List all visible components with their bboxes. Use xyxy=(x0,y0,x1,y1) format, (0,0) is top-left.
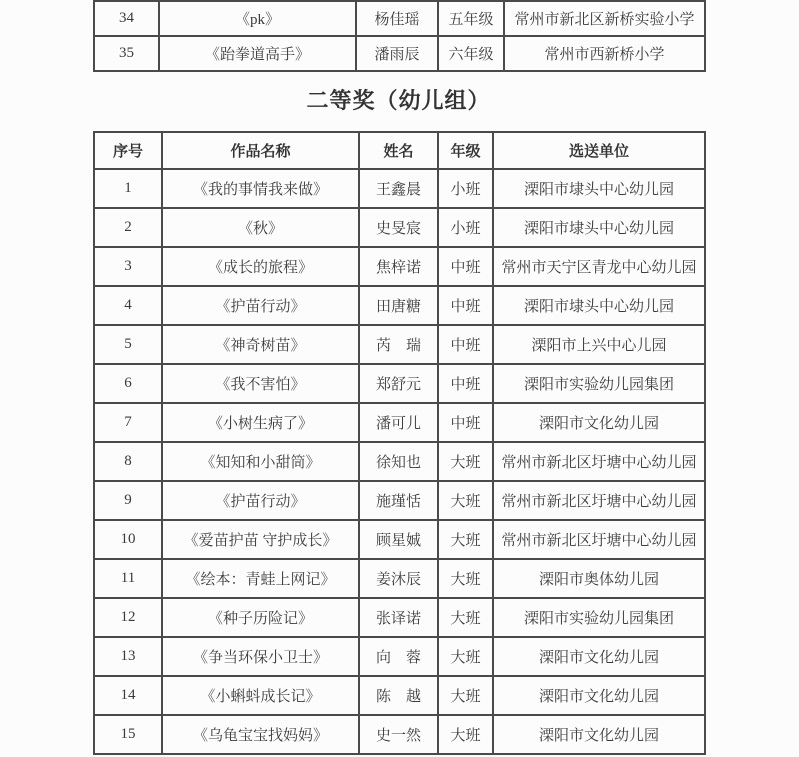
cell-no: 2 xyxy=(94,208,162,247)
cell-grade: 六年级 xyxy=(438,36,504,71)
table-row xyxy=(94,36,705,71)
cell-no: 5 xyxy=(94,325,162,364)
table-row xyxy=(94,676,705,715)
cell-no: 7 xyxy=(94,403,162,442)
cell-student-name: 芮 瑞 xyxy=(359,325,438,364)
cell-work-title: 《我的事情我来做》 xyxy=(162,169,359,208)
section-title: 二等奖（幼儿组） xyxy=(306,88,491,113)
cell-work-title: 《绘本：青蛙上网记》 xyxy=(162,559,359,598)
cell-student-name: 史旻宸 xyxy=(359,208,438,247)
cell-submitting-unit: 溧阳市文化幼儿园 xyxy=(493,676,705,715)
table-row xyxy=(94,442,705,481)
cell-student-name: 张译诺 xyxy=(359,598,438,637)
cell-student-name: 焦梓诺 xyxy=(359,247,438,286)
cell-submitting-unit: 溧阳市埭头中心幼儿园 xyxy=(493,208,705,247)
cell-grade: 中班 xyxy=(438,247,493,286)
cell-work-title: 《小蝌蚪成长记》 xyxy=(162,676,359,715)
cell-work-title: 《乌龟宝宝找妈妈》 xyxy=(162,715,359,754)
cell-work-title: 《爱苗护苗 守护成长》 xyxy=(162,520,359,559)
cell-no: 35 xyxy=(94,36,159,71)
table-row xyxy=(94,286,705,325)
cell-grade: 大班 xyxy=(438,598,493,637)
cell-no: 11 xyxy=(94,559,162,598)
cell-work-title: 《种子历险记》 xyxy=(162,598,359,637)
table-row xyxy=(94,364,705,403)
cell-submitting-unit: 常州市西新桥小学 xyxy=(504,36,705,71)
table-row xyxy=(94,403,705,442)
cell-student-name: 姜沐辰 xyxy=(359,559,438,598)
cell-no: 1 xyxy=(94,169,162,208)
cell-submitting-unit: 溧阳市文化幼儿园 xyxy=(493,403,705,442)
table-row xyxy=(94,247,705,286)
cell-work-title: 《小树生病了》 xyxy=(162,403,359,442)
table-row xyxy=(94,169,705,208)
cell-no: 4 xyxy=(94,286,162,325)
cell-grade: 小班 xyxy=(438,169,493,208)
cell-no: 14 xyxy=(94,676,162,715)
cell-grade: 大班 xyxy=(438,559,493,598)
cell-no: 9 xyxy=(94,481,162,520)
cell-work-title: 《pk》 xyxy=(159,1,356,36)
table-row xyxy=(94,1,705,36)
cell-student-name: 施瑾恬 xyxy=(359,481,438,520)
table-row xyxy=(94,715,705,754)
cell-no: 3 xyxy=(94,247,162,286)
cell-submitting-unit: 常州市天宁区青龙中心幼儿园 xyxy=(493,247,705,286)
cell-submitting-unit: 常州市新北区新桥实验小学 xyxy=(504,1,705,36)
cell-no: 12 xyxy=(94,598,162,637)
column-header: 年级 xyxy=(438,132,493,169)
table-row xyxy=(94,520,705,559)
table-row xyxy=(94,481,705,520)
cell-student-name: 郑舒元 xyxy=(359,364,438,403)
cell-submitting-unit: 溧阳市埭头中心幼儿园 xyxy=(493,286,705,325)
cell-no: 8 xyxy=(94,442,162,481)
cell-submitting-unit: 溧阳市文化幼儿园 xyxy=(493,715,705,754)
cell-work-title: 《知知和小甜筒》 xyxy=(162,442,359,481)
cell-work-title: 《成长的旅程》 xyxy=(162,247,359,286)
cell-no: 10 xyxy=(94,520,162,559)
table-row xyxy=(94,598,705,637)
cell-grade: 中班 xyxy=(438,403,493,442)
cell-grade: 大班 xyxy=(438,715,493,754)
cell-grade: 中班 xyxy=(438,286,493,325)
cell-grade: 小班 xyxy=(438,208,493,247)
table-row xyxy=(94,325,705,364)
cell-grade: 中班 xyxy=(438,364,493,403)
cell-submitting-unit: 常州市新北区圩塘中心幼儿园 xyxy=(493,520,705,559)
cell-grade: 大班 xyxy=(438,676,493,715)
cell-no: 13 xyxy=(94,637,162,676)
cell-grade: 大班 xyxy=(438,520,493,559)
cell-submitting-unit: 常州市新北区圩塘中心幼儿园 xyxy=(493,442,705,481)
cell-student-name: 史一然 xyxy=(359,715,438,754)
cell-work-title: 《争当环保小卫士》 xyxy=(162,637,359,676)
cell-grade: 五年级 xyxy=(438,1,504,36)
cell-student-name: 顾星娍 xyxy=(359,520,438,559)
cell-submitting-unit: 常州市新北区圩塘中心幼儿园 xyxy=(493,481,705,520)
cell-student-name: 王鑫晨 xyxy=(359,169,438,208)
cell-grade: 大班 xyxy=(438,481,493,520)
cell-work-title: 《神奇树苗》 xyxy=(162,325,359,364)
cell-student-name: 潘雨辰 xyxy=(356,36,438,71)
cell-submitting-unit: 溧阳市实验幼儿园集团 xyxy=(493,364,705,403)
cell-student-name: 田唐糖 xyxy=(359,286,438,325)
cell-submitting-unit: 溧阳市埭头中心幼儿园 xyxy=(493,169,705,208)
column-header: 作品名称 xyxy=(162,132,359,169)
cell-work-title: 《我不害怕》 xyxy=(162,364,359,403)
cell-no: 15 xyxy=(94,715,162,754)
cell-student-name: 陈 越 xyxy=(359,676,438,715)
cell-work-title: 《秋》 xyxy=(162,208,359,247)
cell-student-name: 潘可儿 xyxy=(359,403,438,442)
cell-submitting-unit: 溧阳市上兴中心儿园 xyxy=(493,325,705,364)
cell-grade: 大班 xyxy=(438,637,493,676)
cell-grade: 大班 xyxy=(438,442,493,481)
cell-student-name: 杨佳瑶 xyxy=(356,1,438,36)
table-row xyxy=(94,637,705,676)
award-table-kindergarten-group xyxy=(93,131,706,755)
column-header: 序号 xyxy=(94,132,162,169)
column-header: 选送单位 xyxy=(493,132,705,169)
cell-no: 34 xyxy=(94,1,159,36)
cell-student-name: 徐知也 xyxy=(359,442,438,481)
cell-student-name: 向 蓉 xyxy=(359,637,438,676)
cell-grade: 中班 xyxy=(438,325,493,364)
cell-submitting-unit: 溧阳市奥体幼儿园 xyxy=(493,559,705,598)
table-row xyxy=(94,559,705,598)
award-table-prev-group-continued xyxy=(93,0,706,72)
column-header: 姓名 xyxy=(359,132,438,169)
cell-work-title: 《护苗行动》 xyxy=(162,286,359,325)
cell-no: 6 xyxy=(94,364,162,403)
table-row xyxy=(94,208,705,247)
header-row xyxy=(94,132,705,169)
cell-submitting-unit: 溧阳市实验幼儿园集团 xyxy=(493,598,705,637)
cell-work-title: 《护苗行动》 xyxy=(162,481,359,520)
cell-submitting-unit: 溧阳市文化幼儿园 xyxy=(493,637,705,676)
cell-work-title: 《跆拳道高手》 xyxy=(159,36,356,71)
